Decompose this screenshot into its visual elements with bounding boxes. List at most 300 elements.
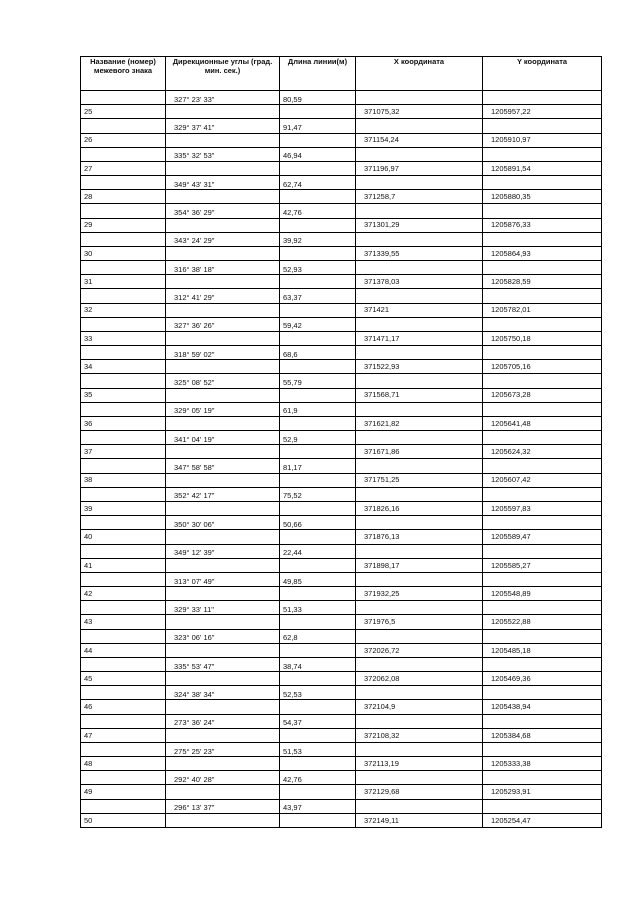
empty-cell xyxy=(166,700,280,714)
empty-cell xyxy=(81,771,166,785)
empty-cell xyxy=(483,487,602,501)
empty-cell xyxy=(81,657,166,671)
segment-angle: 325° 08' 52" xyxy=(166,374,280,388)
empty-cell xyxy=(166,615,280,629)
empty-cell xyxy=(280,331,356,345)
segment-row xyxy=(81,686,602,700)
empty-cell xyxy=(280,445,356,459)
point-y-coordinate: 1205864,93 xyxy=(483,246,602,260)
segment-angle: 349° 12' 39" xyxy=(166,544,280,558)
empty-cell xyxy=(483,657,602,671)
point-row xyxy=(81,473,602,487)
empty-cell xyxy=(81,544,166,558)
empty-cell xyxy=(166,530,280,544)
empty-cell xyxy=(81,402,166,416)
empty-cell xyxy=(483,317,602,331)
empty-cell xyxy=(356,374,483,388)
segment-row xyxy=(81,289,602,303)
segment-length: 52,53 xyxy=(280,686,356,700)
empty-cell xyxy=(166,558,280,572)
header-point-name: Название (номер) межевого знака xyxy=(81,57,166,91)
point-y-coordinate: 1205469,36 xyxy=(483,672,602,686)
segment-row xyxy=(81,317,602,331)
empty-cell xyxy=(166,105,280,119)
empty-cell xyxy=(280,615,356,629)
segment-row xyxy=(81,204,602,218)
empty-cell xyxy=(280,785,356,799)
segment-row xyxy=(81,91,602,105)
point-x-coordinate: 371621,82 xyxy=(356,416,483,430)
empty-cell xyxy=(280,700,356,714)
empty-cell xyxy=(280,161,356,175)
empty-cell xyxy=(280,558,356,572)
point-y-coordinate: 1205957,22 xyxy=(483,105,602,119)
segment-angle: 324° 38' 34" xyxy=(166,686,280,700)
empty-cell xyxy=(81,516,166,530)
segment-angle: 316° 38' 18" xyxy=(166,261,280,275)
point-x-coordinate: 372149,11 xyxy=(356,813,483,827)
empty-cell xyxy=(356,601,483,615)
empty-cell xyxy=(483,572,602,586)
empty-cell xyxy=(356,799,483,813)
point-x-coordinate: 371522,93 xyxy=(356,360,483,374)
point-name: 42 xyxy=(81,587,166,601)
empty-cell xyxy=(81,289,166,303)
point-row xyxy=(81,615,602,629)
point-x-coordinate: 371339,55 xyxy=(356,246,483,260)
point-row xyxy=(81,587,602,601)
empty-cell xyxy=(356,714,483,728)
empty-cell xyxy=(81,317,166,331)
point-y-coordinate: 1205910,97 xyxy=(483,133,602,147)
empty-cell xyxy=(81,232,166,246)
point-name: 46 xyxy=(81,700,166,714)
segment-angle: 343° 24' 29" xyxy=(166,232,280,246)
point-row xyxy=(81,303,602,317)
table-body xyxy=(81,91,602,828)
empty-cell xyxy=(483,601,602,615)
empty-cell xyxy=(280,643,356,657)
point-name: 37 xyxy=(81,445,166,459)
segment-row xyxy=(81,374,602,388)
empty-cell xyxy=(356,657,483,671)
segment-row xyxy=(81,261,602,275)
empty-cell xyxy=(483,686,602,700)
point-y-coordinate: 1205333,38 xyxy=(483,757,602,771)
segment-row xyxy=(81,629,602,643)
point-name: 34 xyxy=(81,360,166,374)
point-name: 26 xyxy=(81,133,166,147)
point-y-coordinate: 1205548,89 xyxy=(483,587,602,601)
empty-cell xyxy=(166,672,280,686)
header-y-coordinate: Y координата xyxy=(483,57,602,91)
point-x-coordinate: 372104,9 xyxy=(356,700,483,714)
segment-row xyxy=(81,771,602,785)
empty-cell xyxy=(356,487,483,501)
empty-cell xyxy=(356,346,483,360)
segment-length: 61,9 xyxy=(280,402,356,416)
point-y-coordinate: 1205673,28 xyxy=(483,388,602,402)
segment-angle: 329° 33' 11" xyxy=(166,601,280,615)
empty-cell xyxy=(483,544,602,558)
point-row xyxy=(81,360,602,374)
empty-cell xyxy=(356,771,483,785)
point-x-coordinate: 372108,32 xyxy=(356,728,483,742)
segment-length: 42,76 xyxy=(280,771,356,785)
empty-cell xyxy=(280,218,356,232)
point-y-coordinate: 1205624,32 xyxy=(483,445,602,459)
segment-length: 68,6 xyxy=(280,346,356,360)
point-name: 31 xyxy=(81,275,166,289)
point-row xyxy=(81,275,602,289)
empty-cell xyxy=(280,672,356,686)
segment-length: 43,97 xyxy=(280,799,356,813)
empty-cell xyxy=(483,289,602,303)
empty-cell xyxy=(81,714,166,728)
point-name: 30 xyxy=(81,246,166,260)
point-row xyxy=(81,700,602,714)
segment-row xyxy=(81,657,602,671)
empty-cell xyxy=(280,360,356,374)
empty-cell xyxy=(280,473,356,487)
empty-cell xyxy=(356,147,483,161)
empty-cell xyxy=(81,601,166,615)
empty-cell xyxy=(483,771,602,785)
segment-angle: 350° 30' 06" xyxy=(166,516,280,530)
segment-length: 42,76 xyxy=(280,204,356,218)
empty-cell xyxy=(166,360,280,374)
point-row xyxy=(81,161,602,175)
empty-cell xyxy=(483,374,602,388)
point-row xyxy=(81,331,602,345)
empty-cell xyxy=(280,587,356,601)
empty-cell xyxy=(280,728,356,742)
empty-cell xyxy=(166,388,280,402)
empty-cell xyxy=(280,530,356,544)
segment-row xyxy=(81,459,602,473)
empty-cell xyxy=(483,629,602,643)
empty-cell xyxy=(483,204,602,218)
point-name: 38 xyxy=(81,473,166,487)
empty-cell xyxy=(483,91,602,105)
point-y-coordinate: 1205880,35 xyxy=(483,190,602,204)
empty-cell xyxy=(166,331,280,345)
point-y-coordinate: 1205828,59 xyxy=(483,275,602,289)
point-x-coordinate: 372113,19 xyxy=(356,757,483,771)
empty-cell xyxy=(356,572,483,586)
empty-cell xyxy=(280,813,356,827)
point-x-coordinate: 372062,08 xyxy=(356,672,483,686)
segment-length: 63,37 xyxy=(280,289,356,303)
segment-row xyxy=(81,799,602,813)
header-direction-angle: Дирекционные углы (град. мин. сек.) xyxy=(166,57,280,91)
point-name: 36 xyxy=(81,416,166,430)
point-row xyxy=(81,757,602,771)
segment-length: 81,17 xyxy=(280,459,356,473)
empty-cell xyxy=(81,742,166,756)
point-row xyxy=(81,190,602,204)
empty-cell xyxy=(280,246,356,260)
point-y-coordinate: 1205585,27 xyxy=(483,558,602,572)
segment-length: 50,66 xyxy=(280,516,356,530)
segment-length: 22,44 xyxy=(280,544,356,558)
empty-cell xyxy=(356,176,483,190)
empty-cell xyxy=(166,813,280,827)
empty-cell xyxy=(356,544,483,558)
empty-cell xyxy=(166,246,280,260)
segment-length: 39,92 xyxy=(280,232,356,246)
empty-cell xyxy=(356,289,483,303)
point-row xyxy=(81,388,602,402)
point-x-coordinate: 371876,13 xyxy=(356,530,483,544)
point-row xyxy=(81,728,602,742)
point-y-coordinate: 1205438,94 xyxy=(483,700,602,714)
segment-row xyxy=(81,402,602,416)
empty-cell xyxy=(280,190,356,204)
segment-angle: 335° 53' 47" xyxy=(166,657,280,671)
segment-row xyxy=(81,119,602,133)
point-row xyxy=(81,672,602,686)
point-name: 40 xyxy=(81,530,166,544)
point-x-coordinate: 371932,25 xyxy=(356,587,483,601)
empty-cell xyxy=(81,176,166,190)
point-x-coordinate: 371196,97 xyxy=(356,161,483,175)
point-name: 27 xyxy=(81,161,166,175)
segment-length: 51,53 xyxy=(280,742,356,756)
point-x-coordinate: 371154,24 xyxy=(356,133,483,147)
point-row xyxy=(81,785,602,799)
segment-length: 55,79 xyxy=(280,374,356,388)
segment-length: 62,74 xyxy=(280,176,356,190)
empty-cell xyxy=(356,317,483,331)
empty-cell xyxy=(280,388,356,402)
segment-row xyxy=(81,572,602,586)
empty-cell xyxy=(280,133,356,147)
segment-length: 51,33 xyxy=(280,601,356,615)
empty-cell xyxy=(166,133,280,147)
empty-cell xyxy=(81,261,166,275)
point-name: 49 xyxy=(81,785,166,799)
segment-angle: 292° 40' 28" xyxy=(166,771,280,785)
segment-length: 38,74 xyxy=(280,657,356,671)
empty-cell xyxy=(280,275,356,289)
point-y-coordinate: 1205782,01 xyxy=(483,303,602,317)
empty-cell xyxy=(356,402,483,416)
empty-cell xyxy=(81,346,166,360)
point-y-coordinate: 1205485,18 xyxy=(483,643,602,657)
empty-cell xyxy=(81,459,166,473)
empty-cell xyxy=(166,501,280,515)
empty-cell xyxy=(166,587,280,601)
point-x-coordinate: 371671,86 xyxy=(356,445,483,459)
empty-cell xyxy=(356,629,483,643)
empty-cell xyxy=(81,119,166,133)
point-name: 45 xyxy=(81,672,166,686)
empty-cell xyxy=(166,643,280,657)
point-y-coordinate: 1205891,54 xyxy=(483,161,602,175)
segment-length: 49,85 xyxy=(280,572,356,586)
segment-length: 52,93 xyxy=(280,261,356,275)
header-x-coordinate: X координата xyxy=(356,57,483,91)
segment-length: 91,47 xyxy=(280,119,356,133)
empty-cell xyxy=(356,742,483,756)
point-name: 44 xyxy=(81,643,166,657)
point-x-coordinate: 371751,25 xyxy=(356,473,483,487)
point-row xyxy=(81,445,602,459)
segment-angle: 327° 36' 26" xyxy=(166,317,280,331)
segment-row xyxy=(81,601,602,615)
segment-length: 54,37 xyxy=(280,714,356,728)
empty-cell xyxy=(81,799,166,813)
empty-cell xyxy=(280,303,356,317)
point-y-coordinate: 1205705,16 xyxy=(483,360,602,374)
empty-cell xyxy=(81,572,166,586)
empty-cell xyxy=(81,431,166,445)
point-x-coordinate: 371976,5 xyxy=(356,615,483,629)
empty-cell xyxy=(280,757,356,771)
point-row xyxy=(81,530,602,544)
empty-cell xyxy=(356,91,483,105)
segment-length: 46,94 xyxy=(280,147,356,161)
empty-cell xyxy=(483,232,602,246)
empty-cell xyxy=(81,147,166,161)
empty-cell xyxy=(166,473,280,487)
point-x-coordinate: 372026,72 xyxy=(356,643,483,657)
empty-cell xyxy=(280,501,356,515)
segment-length: 80,59 xyxy=(280,91,356,105)
point-x-coordinate: 371301,29 xyxy=(356,218,483,232)
segment-length: 52,9 xyxy=(280,431,356,445)
segment-row xyxy=(81,346,602,360)
empty-cell xyxy=(166,218,280,232)
point-x-coordinate: 371826,16 xyxy=(356,501,483,515)
segment-row xyxy=(81,176,602,190)
segment-angle: 354° 36' 29" xyxy=(166,204,280,218)
segment-angle: 273° 36' 24" xyxy=(166,714,280,728)
empty-cell xyxy=(483,261,602,275)
segment-row xyxy=(81,487,602,501)
segment-length: 59,42 xyxy=(280,317,356,331)
empty-cell xyxy=(166,161,280,175)
empty-cell xyxy=(483,402,602,416)
point-x-coordinate: 371421 xyxy=(356,303,483,317)
segment-row xyxy=(81,232,602,246)
empty-cell xyxy=(356,516,483,530)
point-row xyxy=(81,558,602,572)
point-row xyxy=(81,105,602,119)
empty-cell xyxy=(166,303,280,317)
empty-cell xyxy=(81,204,166,218)
point-x-coordinate: 371258,7 xyxy=(356,190,483,204)
point-name: 25 xyxy=(81,105,166,119)
point-x-coordinate: 371075,32 xyxy=(356,105,483,119)
point-y-coordinate: 1205641,48 xyxy=(483,416,602,430)
empty-cell xyxy=(166,757,280,771)
point-row xyxy=(81,501,602,515)
segment-angle: 347° 58' 58" xyxy=(166,459,280,473)
empty-cell xyxy=(81,487,166,501)
empty-cell xyxy=(483,346,602,360)
empty-cell xyxy=(483,176,602,190)
empty-cell xyxy=(166,785,280,799)
segment-angle: 349° 43' 31" xyxy=(166,176,280,190)
empty-cell xyxy=(356,232,483,246)
empty-cell xyxy=(81,91,166,105)
point-x-coordinate: 371568,71 xyxy=(356,388,483,402)
point-name: 43 xyxy=(81,615,166,629)
boundary-coordinates-table xyxy=(80,56,602,828)
point-row xyxy=(81,813,602,827)
empty-cell xyxy=(483,459,602,473)
empty-cell xyxy=(166,190,280,204)
empty-cell xyxy=(81,629,166,643)
segment-angle: 313° 07' 49" xyxy=(166,572,280,586)
point-y-coordinate: 1205597,83 xyxy=(483,501,602,515)
empty-cell xyxy=(483,119,602,133)
empty-cell xyxy=(280,105,356,119)
empty-cell xyxy=(483,516,602,530)
empty-cell xyxy=(483,147,602,161)
segment-angle: 352° 42' 17" xyxy=(166,487,280,501)
point-y-coordinate: 1205876,33 xyxy=(483,218,602,232)
point-row xyxy=(81,133,602,147)
empty-cell xyxy=(280,416,356,430)
point-y-coordinate: 1205293,91 xyxy=(483,785,602,799)
point-name: 35 xyxy=(81,388,166,402)
segment-row xyxy=(81,516,602,530)
segment-angle: 329° 05' 19" xyxy=(166,402,280,416)
segment-angle: 327° 23' 33" xyxy=(166,91,280,105)
empty-cell xyxy=(483,742,602,756)
segment-row xyxy=(81,544,602,558)
segment-row xyxy=(81,431,602,445)
segment-angle: 341° 04' 19" xyxy=(166,431,280,445)
point-x-coordinate: 371378,03 xyxy=(356,275,483,289)
point-name: 39 xyxy=(81,501,166,515)
segment-length: 75,52 xyxy=(280,487,356,501)
point-name: 32 xyxy=(81,303,166,317)
empty-cell xyxy=(81,686,166,700)
empty-cell xyxy=(81,374,166,388)
point-y-coordinate: 1205384,68 xyxy=(483,728,602,742)
point-y-coordinate: 1205607,42 xyxy=(483,473,602,487)
segment-angle: 329° 37' 41" xyxy=(166,119,280,133)
point-x-coordinate: 372129,68 xyxy=(356,785,483,799)
point-y-coordinate: 1205750,18 xyxy=(483,331,602,345)
point-row xyxy=(81,218,602,232)
empty-cell xyxy=(356,119,483,133)
point-name: 41 xyxy=(81,558,166,572)
empty-cell xyxy=(356,431,483,445)
coordinates-table-container xyxy=(80,56,601,828)
point-x-coordinate: 371471,17 xyxy=(356,331,483,345)
empty-cell xyxy=(356,261,483,275)
empty-cell xyxy=(356,686,483,700)
empty-cell xyxy=(166,728,280,742)
point-name: 29 xyxy=(81,218,166,232)
segment-length: 62,8 xyxy=(280,629,356,643)
empty-cell xyxy=(166,416,280,430)
segment-angle: 275° 25' 23" xyxy=(166,742,280,756)
segment-angle: 323° 06' 16" xyxy=(166,629,280,643)
empty-cell xyxy=(166,275,280,289)
segment-row xyxy=(81,147,602,161)
empty-cell xyxy=(356,459,483,473)
segment-angle: 296° 13' 37" xyxy=(166,799,280,813)
point-name: 50 xyxy=(81,813,166,827)
header-line-length: Длина линии(м) xyxy=(280,57,356,91)
empty-cell xyxy=(483,431,602,445)
